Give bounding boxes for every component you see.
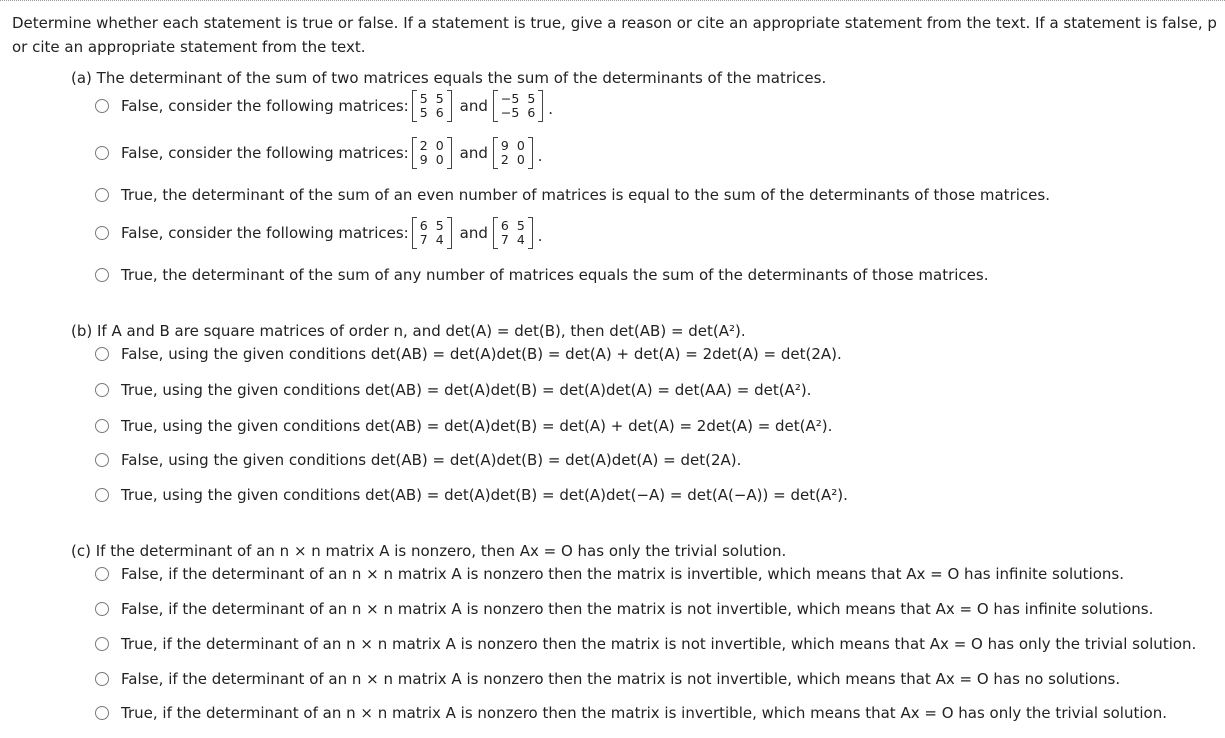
option-text: False, consider the following matrices: 5 5 5 6 and −5 5 −5 6 . — [121, 90, 554, 120]
option-text: True, using the given conditions det(AB) = det(A)det(B) = det(A)det(A) = det(AA) = det(A²). — [121, 381, 812, 399]
matrix: 9 0 2 0 — [493, 137, 533, 169]
option-b-2[interactable] — [95, 378, 811, 402]
option-c-5[interactable] — [95, 701, 1167, 725]
radio-button[interactable] — [95, 268, 109, 282]
top-divider — [0, 0, 1225, 5]
option-c-2[interactable] — [95, 597, 1153, 621]
option-text: True, using the given conditions det(AB) = det(A)det(B) = det(A) + det(A) = 2det(A) = det(A²). — [121, 417, 833, 435]
option-a-5[interactable] — [95, 263, 988, 287]
option-text: False, using the given conditions det(AB) = det(A)det(B) = det(A)det(A) = det(2A). — [121, 451, 742, 469]
option-b-4[interactable] — [95, 448, 741, 472]
instructions-line-2: or cite an appropriate statement from the text. — [12, 37, 366, 56]
option-c-3[interactable] — [95, 632, 1196, 656]
radio-button[interactable] — [95, 226, 109, 240]
radio-button[interactable] — [95, 383, 109, 397]
radio-button[interactable] — [95, 488, 109, 502]
radio-button[interactable] — [95, 188, 109, 202]
radio-button[interactable] — [95, 146, 109, 160]
option-text: True, using the given conditions det(AB) = det(A)det(B) = det(A)det(−A) = det(A(−A)) = det(A²). — [121, 486, 848, 504]
radio-button[interactable] — [95, 419, 109, 433]
option-text: False, if the determinant of an n × n matrix A is nonzero then the matrix is not invertible, which means that Ax = O has no solutions. — [121, 670, 1121, 688]
instructions-line-1: Determine whether each statement is true or false. If a statement is true, give a reason or cite an appropriate statement from the text. If a statement is false, p — [12, 14, 1217, 32]
option-a-2[interactable] — [95, 137, 543, 167]
option-c-4[interactable] — [95, 667, 1120, 691]
option-c-1[interactable] — [95, 562, 1124, 586]
radio-button[interactable] — [95, 602, 109, 616]
radio-button[interactable] — [95, 453, 109, 467]
option-text: False, consider the following matrices: 6 5 7 4 and 6 5 7 4 . — [121, 217, 543, 247]
option-b-5[interactable] — [95, 483, 848, 507]
option-a-1[interactable] — [95, 90, 554, 120]
option-text: True, the determinant of the sum of an even number of matrices is equal to the sum of the determinants of those matrices. — [121, 186, 1050, 204]
matrix: 6 5 7 4 — [493, 217, 533, 249]
instructions — [12, 12, 1225, 59]
radio-button[interactable] — [95, 672, 109, 686]
radio-button[interactable] — [95, 567, 109, 581]
option-text: False, if the determinant of an n × n matrix A is nonzero then the matrix is invertible, which means that Ax = O has infinite solutions. — [121, 565, 1125, 583]
option-text: False, using the given conditions det(AB) = det(A)det(B) = det(A) + det(A) = 2det(A) = det(2A). — [121, 345, 842, 363]
radio-button[interactable] — [95, 347, 109, 361]
option-a-4[interactable] — [95, 217, 543, 247]
radio-button[interactable] — [95, 706, 109, 720]
matrix: −5 5 −5 6 — [493, 90, 543, 122]
question-a: (a) The determinant of the sum of two matrices equals the sum of the determinants of the matrices. — [71, 69, 827, 87]
option-b-3[interactable] — [95, 414, 832, 438]
question-c: (c) If the determinant of an n × n matrix A is nonzero, then Ax = O has only the trivial solution. — [71, 542, 787, 560]
question-b: (b) If A and B are square matrices of order n, and det(A) = det(B), then det(AB) = det(A²). — [71, 322, 746, 340]
option-a-3[interactable] — [95, 183, 1050, 207]
radio-button[interactable] — [95, 99, 109, 113]
radio-button[interactable] — [95, 637, 109, 651]
option-text: True, if the determinant of an n × n matrix A is nonzero then the matrix is invertible, which means that Ax = O has only the trivial solution. — [121, 704, 1167, 722]
option-text: True, the determinant of the sum of any number of matrices equals the sum of the determinants of those matrices. — [121, 266, 989, 284]
option-text: False, consider the following matrices: 2 0 9 0 and 9 0 2 0 . — [121, 137, 543, 167]
option-b-1[interactable] — [95, 342, 842, 366]
matrix: 2 0 9 0 — [412, 137, 452, 169]
option-text: True, if the determinant of an n × n matrix A is nonzero then the matrix is not invertible, which means that Ax = O has only the trivial solution. — [121, 635, 1197, 653]
option-text: False, if the determinant of an n × n matrix A is nonzero then the matrix is not invertible, which means that Ax = O has infinite solutions. — [121, 600, 1154, 618]
matrix: 5 5 5 6 — [412, 90, 452, 122]
matrix: 6 5 7 4 — [412, 217, 452, 249]
